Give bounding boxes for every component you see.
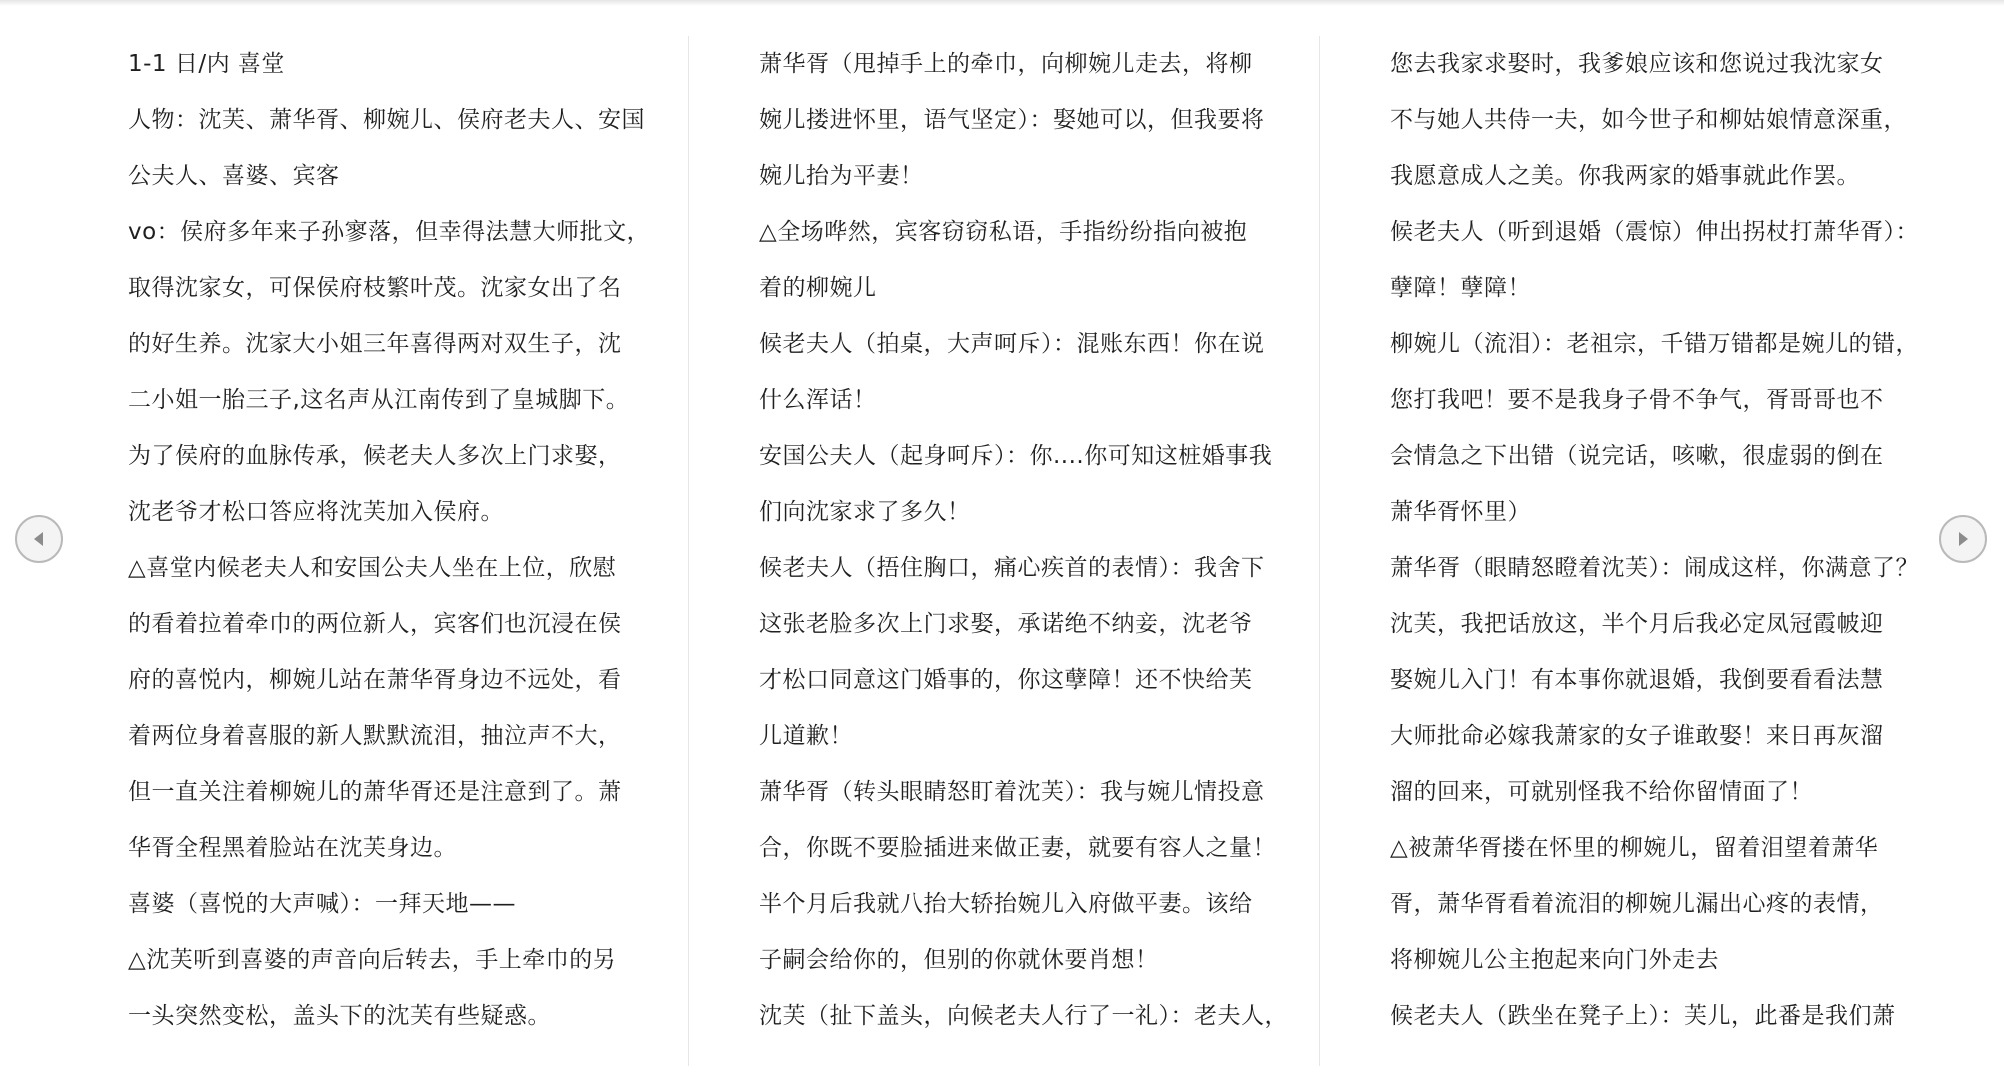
text-line: 候老夫人（跌坐在凳子上）：芙儿，此番是我们萧 [1390,1003,1896,1029]
text-line: 着两位身着喜服的新人默默流泪，抽泣声不大， [128,723,622,749]
text-line: △被萧华胥搂在怀里的柳婉儿，留着泪望着萧华 [1390,835,1879,861]
text-line: 这张老脸多次上门求娶，承诺绝不纳妾，沈老爷 [759,611,1253,637]
text-line: 人物：沈芙、萧华胥、柳婉儿、侯府老夫人、安国 [128,107,645,133]
text-line: 柳婉儿（流泪）：老祖宗，千错万错都是婉儿的错， [1390,331,1919,357]
text-line: 候老夫人（听到退婚（震惊）伸出拐杖打萧华胥）： [1390,219,1919,245]
text-line: 萧华胥怀里） [1390,499,1531,525]
text-line: 着的柳婉儿 [759,275,877,301]
text-line: 公夫人、喜婆、宾客 [128,163,340,189]
chevron-right-icon [1953,529,1973,549]
text-line: 子嗣会给你的，但别的你就休要肖想！ [759,947,1159,973]
text-line: 才松口同意这门婚事的，你这孽障！还不快给芙 [759,667,1253,693]
text-line: 我愿意成人之美。你我两家的婚事就此作罢。 [1390,163,1860,189]
text-line: △喜堂内候老夫人和安国公夫人坐在上位，欣慰 [128,555,617,581]
text-line: 孽障！孽障！ [1390,275,1531,301]
column-divider [1319,36,1320,1066]
column-divider [688,36,689,1066]
text-line: 沈芙（扯下盖头，向候老夫人行了一礼）：老夫人， [759,1003,1288,1029]
text-line: 会情急之下出错（说完话，咳嗽，很虚弱的倒在 [1390,443,1884,469]
text-line: 不与她人共侍一夫，如今世子和柳姑娘情意深重， [1390,107,1907,133]
text-line: 候老夫人（拍桌，大声呵斥）：混账东西！你在说 [759,331,1265,357]
text-line: 候老夫人（捂住胸口，痛心疾首的表情）：我舍下 [759,555,1265,581]
text-line: 沈老爷才松口答应将沈芙加入侯府。 [128,499,504,525]
text-line: 取得沈家女，可保侯府枝繁叶茂。沈家女出了名 [128,275,622,301]
text-line: 二小姐一胎三子,这名声从江南传到了皇城脚下。 [128,387,630,413]
text-line: 娶婉儿入门！有本事你就退婚，我倒要看看法慧 [1390,667,1884,693]
text-line: 将柳婉儿公主抱起来向门外走去 [1390,947,1719,973]
chevron-left-icon [29,529,49,549]
text-line: 溜的回来，可就别怪我不给你留情面了！ [1390,779,1813,805]
text-line: 胥，萧华胥看着流泪的柳婉儿漏出心疼的表情， [1390,891,1884,917]
text-line: 合，你既不要脸插进来做正妻，就要有容人之量！ [759,835,1276,861]
text-column-2 [759,36,1291,1044]
text-line: 一头突然变松，盖头下的沈芙有些疑惑。 [128,1003,551,1029]
text-line: 府的喜悦内，柳婉儿站在萧华胥身边不远处，看 [128,667,622,693]
next-page-button[interactable] [1939,515,1987,563]
text-line: 华胥全程黑着脸站在沈芙身边。 [128,835,457,861]
text-line: 大师批命必嫁我萧家的女子谁敢娶！来日再灰溜 [1390,723,1884,749]
text-line: 的好生养。沈家大小姐三年喜得两对双生子，沈 [128,331,622,357]
text-line: vo：侯府多年来子孙寥落，但幸得法慧大师批文， [128,219,651,245]
text-line: 半个月后我就八抬大轿抬婉儿入府做平妻。该给 [759,891,1253,917]
text-line: 的看着拉着牵巾的两位新人，宾客们也沉浸在侯 [128,611,622,637]
text-line: △全场哗然，宾客窃窃私语，手指纷纷指向被抱 [759,219,1248,245]
text-column-1 [128,36,660,1044]
text-line: 儿道歉！ [759,723,853,749]
text-line: 喜婆（喜悦的大声喊）：一拜天地—— [128,891,516,917]
text-line: 安国公夫人（起身呵斥）：你....你可知这桩婚事我 [759,443,1273,469]
text-line: 婉儿抬为平妻！ [759,163,924,189]
text-line: 萧华胥（眼睛怒瞪着沈芙）：闹成这样，你满意了？ [1390,555,1919,581]
text-line: 为了侯府的血脉传承，候老夫人多次上门求娶， [128,443,622,469]
text-line: 1-1 日/内 喜堂 [128,51,285,77]
text-column-3 [1390,36,1922,1044]
text-line: 您打我吧！要不是我身子骨不争气，胥哥哥也不 [1390,387,1884,413]
text-line: 沈芙，我把话放这，半个月后我必定凤冠霞帔迎 [1390,611,1884,637]
text-line: 婉儿搂进怀里，语气坚定）：娶她可以，但我要将 [759,107,1265,133]
text-line: 什么浑话！ [759,387,877,413]
prev-page-button[interactable] [15,515,63,563]
text-line: 萧华胥（甩掉手上的牵巾，向柳婉儿走去，将柳 [759,51,1253,77]
text-line: △沈芙听到喜婆的声音向后转去，手上牵巾的另 [128,947,617,973]
text-line: 萧华胥（转头眼睛怒盯着沈芙）：我与婉儿情投意 [759,779,1265,805]
text-line: 您去我家求娶时，我爹娘应该和您说过我沈家女 [1390,51,1884,77]
text-line: 但一直关注着柳婉儿的萧华胥还是注意到了。萧 [128,779,622,805]
text-line: 们向沈家求了多久！ [759,499,971,525]
